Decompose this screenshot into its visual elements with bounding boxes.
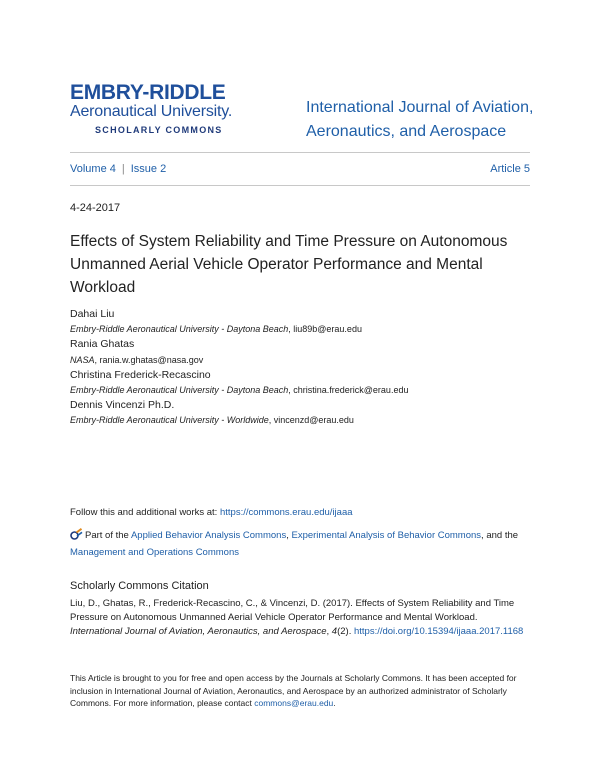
citation-issue: (2). xyxy=(337,626,354,637)
contact-email-link[interactable]: commons@erau.edu xyxy=(254,698,334,708)
divider-bottom xyxy=(70,185,530,186)
part-of-prefix: Part of the xyxy=(85,530,131,541)
article-title: Effects of System Reliability and Time Pressure on Autonomous Unmanned Aerial Vehicle Operator Performance and Mental Workload xyxy=(70,233,508,296)
volume-link[interactable]: Volume 4 xyxy=(70,163,116,175)
applied-behavior-analysis-link[interactable]: Applied Behavior Analysis Commons xyxy=(130,530,287,541)
follow-text: Follow this and additional works at: xyxy=(70,507,220,518)
citation-separator: , xyxy=(326,626,332,637)
author-name: Christina Frederick-Recascino xyxy=(70,368,211,381)
citation-journal: International Journal of Aviation, Aeronautics, and Aerospace xyxy=(70,626,327,637)
repository-link[interactable]: https://commons.erau.edu/ijaaa xyxy=(219,507,353,518)
author-affiliation xyxy=(70,383,530,398)
author-name: Dahai Liu xyxy=(70,308,115,320)
author-institution: Embry-Riddle Aeronautical University - Daytona Beach xyxy=(70,324,289,335)
logo-subtitle: Aeronautical University. xyxy=(70,103,233,120)
part-of-separator: , and the xyxy=(481,530,519,541)
open-access-icon xyxy=(70,528,83,540)
management-operations-link[interactable]: Management and Operations Commons xyxy=(70,547,239,558)
author-affiliation xyxy=(70,353,530,368)
journal-title[interactable] xyxy=(306,96,556,144)
article-number[interactable]: Article 5 xyxy=(490,163,530,175)
separator: | xyxy=(121,163,125,175)
author-name: Rania Ghatas xyxy=(70,338,135,351)
divider-top xyxy=(70,152,530,153)
part-of-separator: , xyxy=(286,530,292,541)
doi-link[interactable]: https://doi.org/10.15394/ijaaa.2017.1168 xyxy=(353,626,524,637)
citation-text xyxy=(70,597,530,639)
author-institution: Embry-Riddle Aeronautical University - Daytona Beach xyxy=(70,385,289,396)
part-of-commons xyxy=(70,527,530,561)
issue-link[interactable]: Issue 2 xyxy=(130,163,167,175)
logo-tagline: SCHOLARLY COMMONS xyxy=(95,125,223,135)
author-name: Dennis Vincenzi Ph.D. xyxy=(70,399,175,412)
citation-volume: 4 xyxy=(331,626,338,637)
author-email: , christina.frederick@erau.edu xyxy=(288,385,409,396)
experimental-analysis-link[interactable]: Experimental Analysis of Behavior Commons xyxy=(291,530,482,541)
logo-title: EMBRY-RIDDLE xyxy=(70,81,226,104)
issue-info xyxy=(70,163,166,175)
author-email: , liu89b@erau.edu xyxy=(288,324,362,335)
footer-notice xyxy=(70,672,530,710)
publication-date: 4-24-2017 xyxy=(70,202,121,214)
citation-body: Liu, D., Ghatas, R., Frederick-Recascino, C., & Vincenzi, D. (2017). Effects of System Reliability and Time Pressure on Autonomous Unmanned Aerial Vehicle Operator Performance and Mental Workload. xyxy=(70,598,515,623)
citation-heading: Scholarly Commons Citation xyxy=(70,580,209,592)
footer-end: . xyxy=(333,698,336,708)
journal-title-line1: International Journal of Aviation, xyxy=(306,99,534,116)
author-list xyxy=(70,307,530,429)
author-institution: Embry-Riddle Aeronautical University - Worldwide xyxy=(70,415,269,426)
author-affiliation xyxy=(70,413,530,428)
author-institution: NASA xyxy=(70,354,95,365)
follow-line xyxy=(70,507,353,518)
author-email: , vincenzd@erau.edu xyxy=(268,415,354,426)
author-email: , rania.w.ghatas@nasa.gov xyxy=(94,354,204,365)
author-affiliation xyxy=(70,322,530,337)
footer-text: This Article is brought to you for free and open access by the Journals at Scholarly Commons. It has been accepted for inclusion in International Journal of Aviation, Aeronautics, and Aerospace by an authorized administrator of Scholarly Commons. For more information, please contact xyxy=(70,673,517,708)
journal-title-line2: Aeronautics, and Aerospace xyxy=(306,123,507,140)
